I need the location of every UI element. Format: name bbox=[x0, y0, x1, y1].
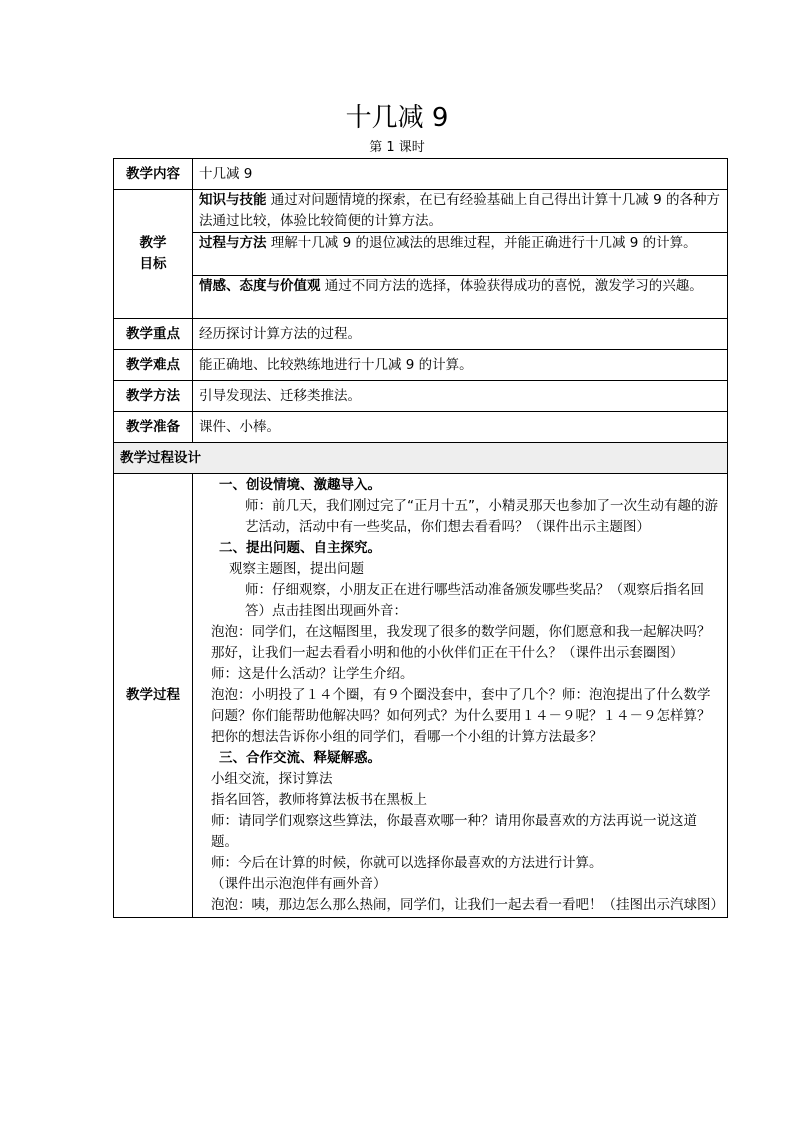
row-value-content: 十几减 9 bbox=[193, 159, 728, 190]
goal-process bbox=[193, 233, 728, 276]
table-row bbox=[114, 190, 728, 233]
lesson-subtitle: 第 1 课时 bbox=[369, 140, 425, 155]
process-paragraph: 泡泡：同学们，在这幅图里，我发现了很多的数学问题，你们愿意和我一起解决吗？ bbox=[211, 624, 711, 640]
goals-label-line1: 教学 bbox=[139, 235, 167, 251]
section-header-design: 教学过程设计 bbox=[114, 443, 728, 474]
process-paragraph: 泡泡：咦，那边怎么那么热闹，同学们，让我们一起去看一看吧！（挂图出示汽球图） bbox=[211, 897, 724, 913]
row-label-method: 教学方法 bbox=[114, 381, 193, 412]
row-value-difficulty: 能正确地、比较熟练地进行十几减 9 的计算。 bbox=[193, 350, 728, 381]
row-label-prep: 教学准备 bbox=[114, 412, 193, 443]
row-value-key: 经历探讨计算方法的过程。 bbox=[193, 319, 728, 350]
process-paragraph: 师：仔细观察，小朋友正在进行哪些活动准备颁发哪些奖品？（观察后指名回答）点击挂图出现画外音： bbox=[245, 582, 704, 619]
lesson-plan-table bbox=[113, 158, 728, 918]
process-paragraph: （课件出示泡泡伴有画外音） bbox=[211, 876, 387, 892]
table-row bbox=[114, 381, 728, 412]
process-paragraph: 观察主题图，提出问题 bbox=[229, 561, 364, 577]
process-heading-3: 三、合作交流、释疑解惑。 bbox=[219, 750, 381, 766]
goal-knowledge-key: 知识与技能 bbox=[199, 192, 267, 208]
table-row bbox=[114, 443, 728, 474]
process-paragraph: 那好，让我们一起去看看小明和他的小伙伴们正在干什么？（课件出示套圈图） bbox=[211, 645, 684, 661]
process-paragraph: 小组交流，探讨算法 bbox=[211, 771, 333, 787]
row-label-key: 教学重点 bbox=[114, 319, 193, 350]
table-row bbox=[114, 233, 728, 276]
process-paragraph: 师：前几天，我们刚过完了“正月十五”，小精灵那天也参加了一次生动有趣的游艺活动，活动中有一些奖品，你们想去看看吗？（课件出示主题图） bbox=[245, 498, 718, 535]
row-label-difficulty: 教学难点 bbox=[114, 350, 193, 381]
goal-knowledge bbox=[193, 190, 728, 233]
process-heading-1: 一、创设情境、激趣导入。 bbox=[219, 477, 381, 493]
process-paragraph: 师：今后在计算的时候，你就可以选择你最喜欢的方法进行计算。 bbox=[211, 855, 603, 871]
table-row bbox=[114, 412, 728, 443]
process-content bbox=[193, 474, 728, 918]
goals-label-line2: 目标 bbox=[139, 256, 167, 272]
process-paragraph: 泡泡：小明投了１４个圈，有９个圈没套中，套中了几个？师：泡泡提出了什么数学问题？你们能帮助他解决吗？如何列式？为什么要用１４－９呢？１４－９怎样算？把你的想法告诉你小组的同学们，看哪一个小组的计算方法最多？ bbox=[211, 687, 711, 745]
row-value-method: 引导发现法、迁移类推法。 bbox=[193, 381, 728, 412]
row-label-process: 教学过程 bbox=[114, 474, 193, 918]
process-paragraph: 指名回答，教师将算法板书在黑板上 bbox=[211, 792, 427, 808]
process-paragraph: 师：这是什么活动？让学生介绍。 bbox=[211, 666, 414, 682]
page-title: 十几减 9 bbox=[345, 103, 449, 133]
goal-knowledge-text: 通过对问题情境的探索，在已有经验基础上自己得出计算十几减 9 的各种方法通过比较，体验比较简便的计算方法。 bbox=[199, 192, 720, 229]
goal-process-text: 理解十几减 9 的退位减法的思维过程，并能正确进行十几减 9 的计算。 bbox=[266, 235, 697, 251]
row-label-goals bbox=[114, 190, 193, 319]
goal-emotion-key: 情感、态度与价值观 bbox=[199, 278, 321, 294]
table-row bbox=[114, 474, 728, 918]
process-paragraph: 师：请同学们观察这些算法，你最喜欢哪一种？请用你最喜欢的方法再说一说这道题。 bbox=[211, 813, 697, 850]
table-row bbox=[114, 350, 728, 381]
table-row bbox=[114, 159, 728, 190]
row-label-content: 教学内容 bbox=[114, 159, 193, 190]
goal-process-key: 过程与方法 bbox=[199, 235, 267, 251]
table-row bbox=[114, 319, 728, 350]
table-row bbox=[114, 276, 728, 319]
row-value-prep: 课件、小棒。 bbox=[193, 412, 728, 443]
goal-emotion bbox=[193, 276, 728, 319]
goal-emotion-text: 通过不同方法的选择，体验获得成功的喜悦，激发学习的兴趣。 bbox=[320, 278, 703, 294]
process-heading-2: 二、提出问题、自主探究。 bbox=[219, 540, 381, 556]
